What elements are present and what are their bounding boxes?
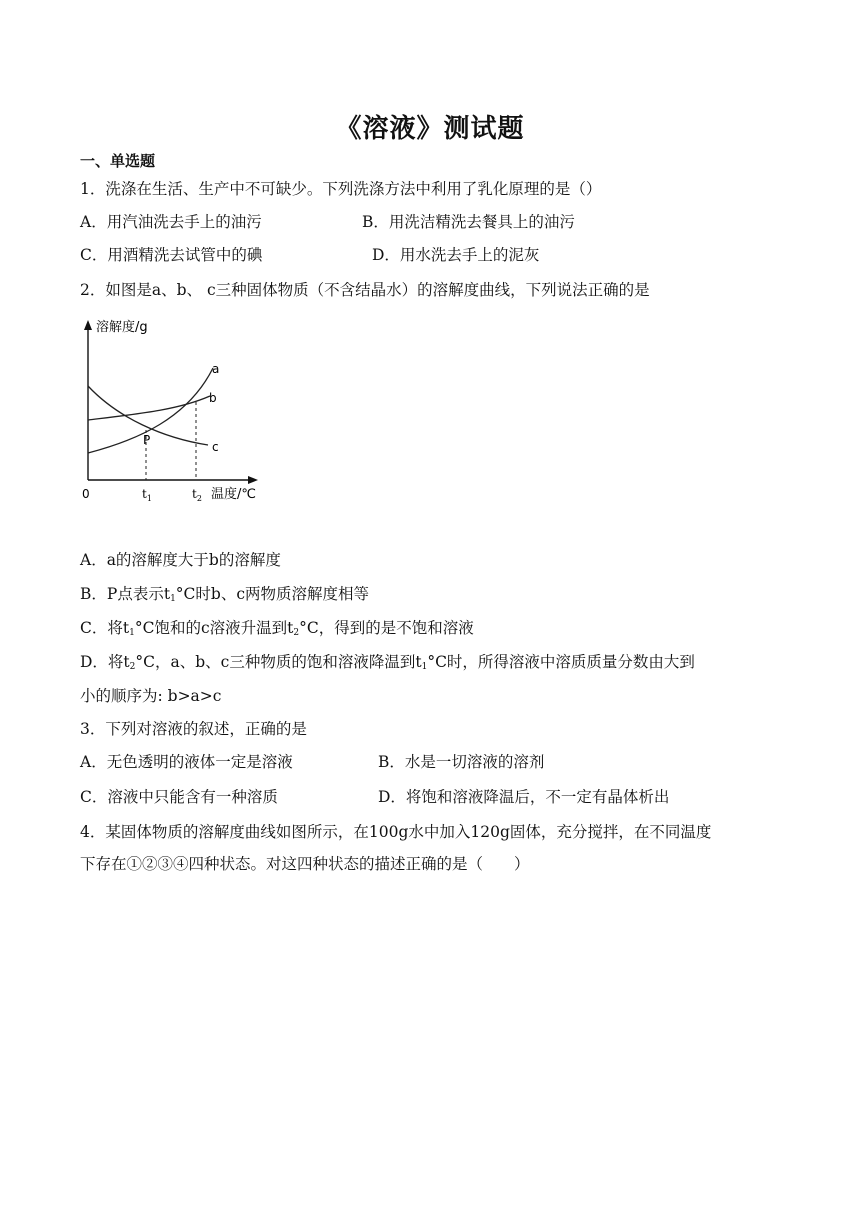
question-3-option-d: D．将饱和溶液降温后，不一定有晶体析出 xyxy=(378,788,670,806)
point-p-label: P xyxy=(143,433,151,447)
question-1-option-b: B．用洗洁精洗去餐具上的油污 xyxy=(362,213,575,231)
y-axis-label: 溶解度/g xyxy=(96,320,148,335)
curve-a-label: a xyxy=(212,362,220,376)
question-2-stem: 2．如图是a、b、 c三种固体物质（不含结晶水）的溶解度曲线，下列说法正确的是 xyxy=(80,281,650,299)
t2-tick-label: $t_2$ xyxy=(192,487,202,503)
question-1-option-a: A．用汽油洗去手上的油污 xyxy=(80,213,262,231)
question-1-stem: 1．洗涤在生活、生产中不可缺少。下列洗涤方法中利用了乳化原理的是（） xyxy=(80,180,602,198)
t1-tick-label: $t_1$ xyxy=(142,487,152,503)
y-axis-arrow xyxy=(84,320,92,330)
question-3-option-c: C．溶液中只能含有一种溶质 xyxy=(80,788,278,806)
section-heading: 一、单选题 xyxy=(80,152,156,170)
question-1-option-d: D．用水洗去手上的泥灰 xyxy=(372,246,540,264)
question-4-line-2: 下存在①②③④四种状态。对这四种状态的描述正确的是（ ） xyxy=(80,855,530,873)
question-2-option-c: C．将$t_1^\circ C$饱和的c溶液升温到$t_2^\circ C$，得到的是不饱和溶液 xyxy=(80,619,474,638)
question-3-stem: 3．下列对溶液的叙述，正确的是 xyxy=(80,720,307,738)
curve-b-label: b xyxy=(209,391,217,405)
question-2-option-b: B．P点表示$t_1^\circ C$时b、c两物质溶解度相等 xyxy=(80,585,370,604)
question-2-option-d: D．将$t_2^\circ C$，a、b、c三种物质的饱和溶液降温到$t_1^\circ C$时，所得溶液中溶质质量分数由大到 xyxy=(80,653,695,672)
x-axis-label: 温度/℃ xyxy=(211,487,256,502)
question-2-option-d-continued: 小的顺序为: b>a>c xyxy=(80,687,222,705)
page-title: 《溶液》测试题 xyxy=(335,114,525,144)
question-3-option-a: A．无色透明的液体一定是溶液 xyxy=(80,753,293,771)
origin-label: 0 xyxy=(82,487,90,501)
solubility-curve-graph xyxy=(78,310,268,505)
x-axis-arrow xyxy=(248,476,258,484)
question-3-option-b: B．水是一切溶液的溶剂 xyxy=(378,753,545,771)
question-1-option-c: C．用酒精洗去试管中的碘 xyxy=(80,246,263,264)
curve-c-label: c xyxy=(212,440,219,454)
curve-a xyxy=(88,368,213,453)
question-4-line-1: 4．某固体物质的溶解度曲线如图所示，在100g水中加入120g固体，充分搅拌，在不同温度 xyxy=(80,823,712,841)
question-2-option-a: A．a的溶解度大于b的溶解度 xyxy=(80,551,281,569)
